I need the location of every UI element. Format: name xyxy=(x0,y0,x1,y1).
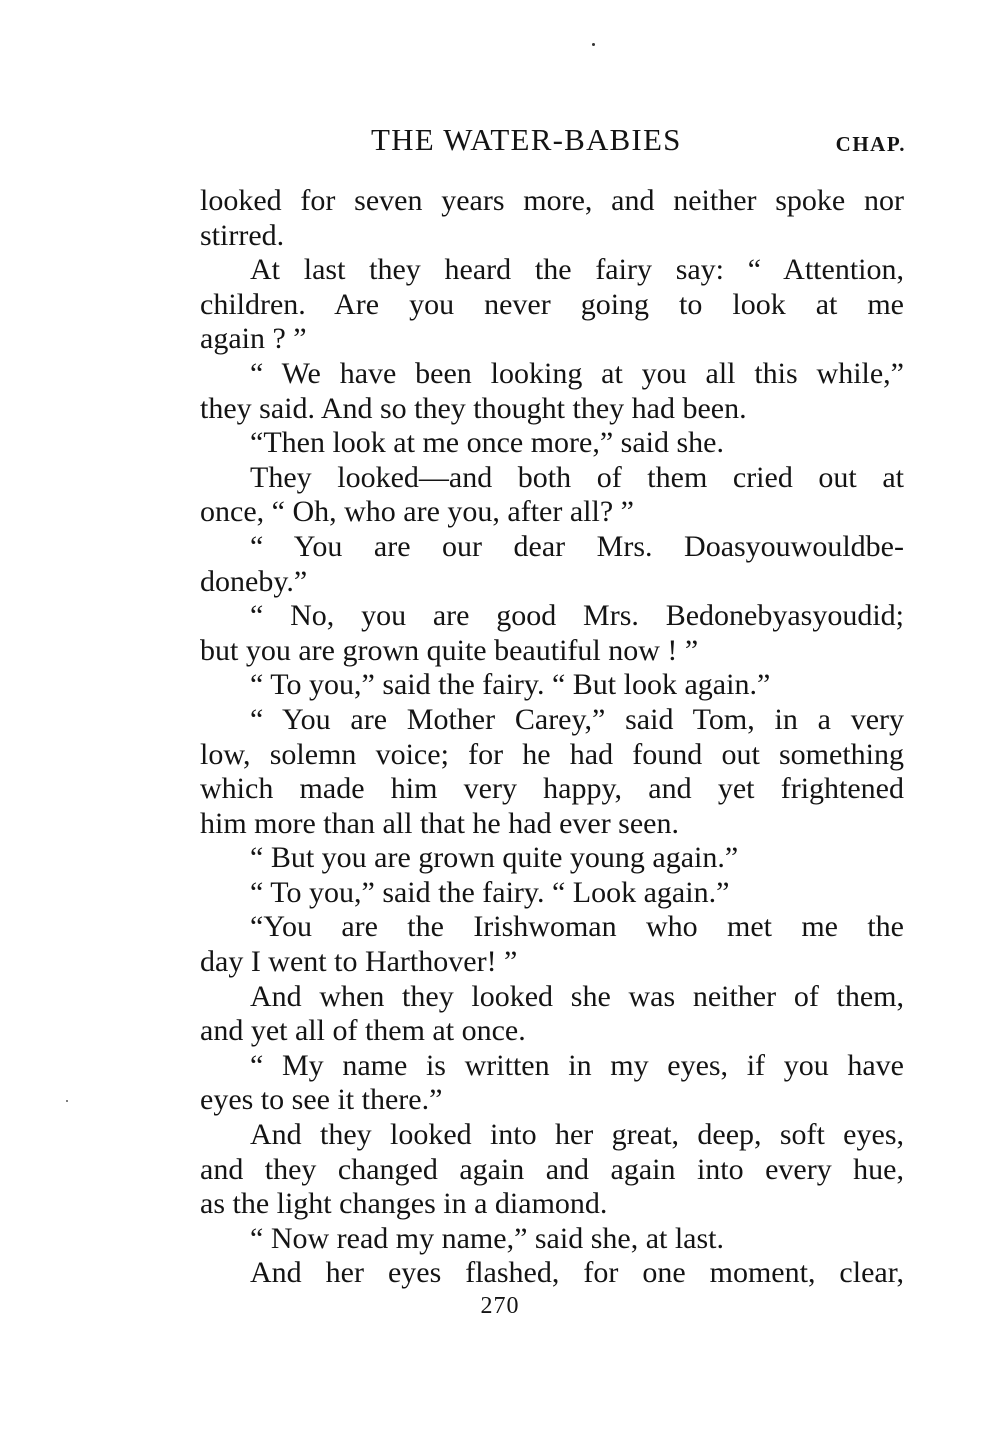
text-line: “ But you are grown quite young again.” xyxy=(250,841,739,875)
text-line: children. Are you never going to look at me xyxy=(200,287,904,321)
text-line: stirred. xyxy=(200,218,285,252)
text-line: looked for seven years more, and neither spoke nor xyxy=(200,184,904,217)
body-text xyxy=(200,184,904,1291)
text-line: low, solemn voice; for he had found out something xyxy=(200,737,904,771)
text-line: and they changed again and again into every hue, xyxy=(200,1152,904,1186)
text-line: “ Now read my name,” said she, at last. xyxy=(250,1221,725,1255)
text-line: which made him very happy, and yet frightened xyxy=(200,772,904,806)
text-line: “Then look at me once more,” said she. xyxy=(250,426,724,460)
text-line: and yet all of them at once. xyxy=(200,1014,526,1048)
text-line: “ No, you are good Mrs. Bedonebyasyoudid; xyxy=(250,599,904,633)
text-line: eyes to see it there.” xyxy=(200,1083,443,1117)
text-line: “ You are our dear Mrs. Doasyouwouldbe- xyxy=(250,529,904,563)
text-line: doneby.” xyxy=(200,564,308,598)
text-line: they said. And so they thought they had been. xyxy=(200,391,747,425)
text-line: again ? ” xyxy=(200,322,307,356)
text-line: “ You are Mother Carey,” said Tom, in a very xyxy=(250,702,904,736)
text-line: “ My name is written in my eyes, if you have xyxy=(250,1048,904,1082)
text-line: At last they heard the fairy say: “ Attention, xyxy=(250,253,904,287)
text-line: And they looked into her great, deep, soft eyes, xyxy=(250,1118,904,1152)
running-title: THE WATER-BABIES xyxy=(371,122,682,157)
text-line: They looked—and both of them cried out at xyxy=(250,460,904,494)
text-line: “ To you,” said the fairy. “ But look again.” xyxy=(250,668,771,702)
text-line: but you are grown quite beautiful now ! ” xyxy=(200,633,699,667)
text-line: And her eyes flashed, for one moment, clear, xyxy=(250,1256,904,1290)
text-line: as the light changes in a diamond. xyxy=(200,1187,608,1221)
text-line: “ To you,” said the fairy. “ Look again.” xyxy=(250,875,730,909)
ink-speck xyxy=(592,43,595,46)
text-line: “You are the Irishwoman who met me the xyxy=(250,910,904,944)
text-line: him more than all that he had ever seen. xyxy=(200,806,679,840)
ink-speck xyxy=(66,1100,68,1102)
running-head xyxy=(200,122,906,166)
text-line: day I went to Harthover! ” xyxy=(200,945,518,979)
text-line: And when they looked she was neither of them, xyxy=(250,979,904,1013)
text-line: once, “ Oh, who are you, after all? ” xyxy=(200,495,634,529)
page-number: 270 xyxy=(480,1293,520,1319)
chapter-abbreviation: CHAP. xyxy=(835,132,906,156)
text-line: “ We have been looking at you all this while,” xyxy=(250,356,904,390)
